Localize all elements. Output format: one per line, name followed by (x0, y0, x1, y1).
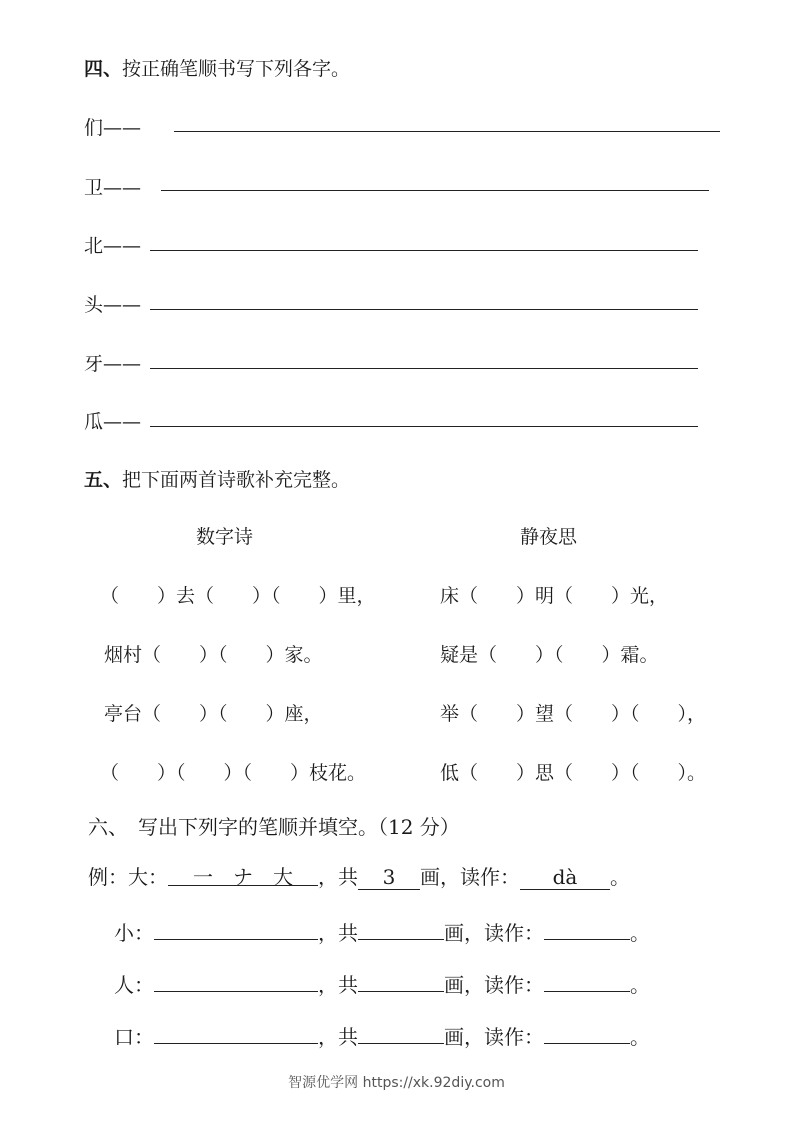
stroke-order-line-tou[interactable] (150, 309, 698, 310)
stroke-order-label-ya: 牙—— (84, 353, 142, 375)
section-4-number: 四、 (84, 58, 123, 80)
poem-2-line-1[interactable]: 床（ ）明（ ）光， (440, 585, 669, 607)
section-6-heading: 六、 写出下列字的笔顺并填空。（12 分） (88, 815, 460, 839)
count-blank-xiao[interactable] (358, 915, 444, 940)
stroke-order-label-tou: 头—— (84, 294, 142, 316)
stroke-order-line-bei[interactable] (150, 250, 698, 251)
strokes-blank-kou[interactable] (154, 1019, 318, 1044)
stroke-order-label-gua: 瓜—— (84, 411, 142, 433)
section-5-number: 五、 (84, 469, 123, 491)
pinyin-blank-kou[interactable] (544, 1019, 630, 1044)
stroke-row-ren (114, 967, 650, 998)
example-mid2: 画，读作： (420, 865, 520, 889)
row-char-kou: 口： (114, 1025, 154, 1049)
poem-2-line-3[interactable]: 举（ ）望（ ）（ ）， (440, 703, 707, 725)
poem-1-line-4[interactable]: （ ）（ ）（ ）枝花。 (100, 762, 367, 784)
section-5-title: 把下面两首诗歌补充完整。 (122, 469, 351, 491)
pinyin-blank-ren[interactable] (544, 967, 630, 992)
poem-1-line-3[interactable]: 亭台（ ）（ ）座， (104, 703, 323, 725)
row-char-xiao: 小： (114, 921, 154, 945)
strokes-blank-xiao[interactable] (154, 915, 318, 940)
example-pinyin: dà (520, 865, 610, 890)
stroke-order-label-bei: 北—— (84, 235, 142, 257)
example-mid1: ，共 (318, 865, 358, 889)
stroke-order-label-wei: 卫—— (84, 177, 142, 199)
poem-1-title: 数字诗 (196, 526, 254, 548)
example-prefix: 例：大： (88, 865, 168, 889)
count-blank-ren[interactable] (358, 967, 444, 992)
row-mid1-kou: ，共 (318, 1025, 358, 1049)
stroke-row-xiao (114, 915, 650, 946)
row-mid1-ren: ，共 (318, 973, 358, 997)
row-end-xiao: 。 (630, 921, 650, 945)
poem-2-title: 静夜思 (520, 526, 578, 548)
stroke-row-kou (114, 1019, 650, 1050)
stroke-order-line-ya[interactable] (150, 368, 698, 369)
row-mid2-xiao: 画，读作： (444, 921, 544, 945)
example-strokes: 一 ナ 大 (168, 861, 318, 886)
page-footer: 智源优学网 https://xk.92diy.com (288, 1075, 505, 1091)
section-5-heading (84, 465, 350, 492)
stroke-order-line-men[interactable] (174, 131, 720, 132)
stroke-order-label-men: 们—— (84, 117, 142, 139)
example-end: 。 (610, 865, 630, 889)
poem-2-line-2[interactable]: 疑是（ ）（ ）霜。 (440, 644, 659, 666)
row-mid2-kou: 画，读作： (444, 1025, 544, 1049)
strokes-blank-ren[interactable] (154, 967, 318, 992)
poem-1-line-2[interactable]: 烟村（ ）（ ）家。 (104, 644, 323, 666)
stroke-order-line-wei[interactable] (161, 190, 709, 191)
count-blank-kou[interactable] (358, 1019, 444, 1044)
row-mid1-xiao: ，共 (318, 921, 358, 945)
row-end-kou: 。 (630, 1025, 650, 1049)
example-count: 3 (358, 865, 420, 890)
section-4-heading (84, 54, 350, 81)
pinyin-blank-xiao[interactable] (544, 915, 630, 940)
example-row (88, 861, 630, 890)
stroke-order-line-gua[interactable] (150, 426, 698, 427)
row-char-ren: 人： (114, 973, 154, 997)
poem-1-line-1[interactable]: （ ）去（ ）（ ）里， (100, 585, 376, 607)
section-4-title: 按正确笔顺书写下列各字。 (122, 58, 351, 80)
poem-2-line-4[interactable]: 低（ ）思（ ）（ ）。 (440, 762, 707, 784)
row-end-ren: 。 (630, 973, 650, 997)
row-mid2-ren: 画，读作： (444, 973, 544, 997)
